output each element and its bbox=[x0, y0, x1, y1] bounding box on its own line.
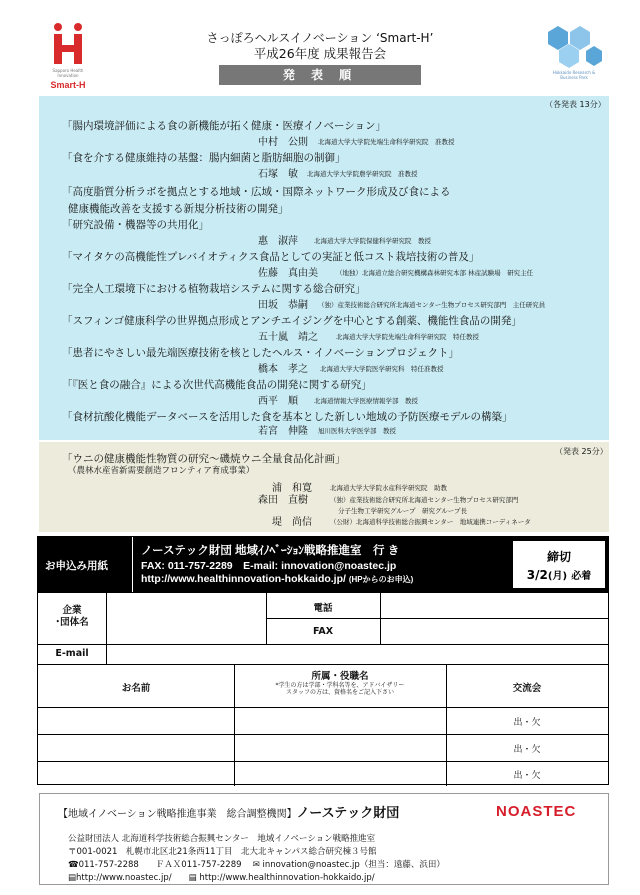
speaker-affiliation: 北海道大学大学院農学研究院 准教授 bbox=[307, 170, 418, 178]
presentation-title: 「患者にやさしい最先端医療技術を核としたヘルス・イノベーションプロジェクト」 bbox=[62, 347, 460, 359]
speaker-affiliation-cont: 分子生物工学研究グループ 研究グループ長 bbox=[338, 507, 467, 515]
presentation-title: 「食を介する健康維持の基盤：腸内細菌と脂肪細胞の制御」 bbox=[62, 152, 346, 164]
speaker-name: 五十嵐 靖之 bbox=[258, 332, 318, 343]
speaker-affiliation: 旭川医科大学医学部 教授 bbox=[318, 427, 396, 435]
speaker-affiliation: （地独）北海道立総合研究機構森林研究本部 林産試験場 研究主任 bbox=[336, 269, 534, 277]
speaker-affiliation: 北海道大学大学院水産科学研究院 助教 bbox=[330, 484, 447, 492]
noastec-logo: NOASTEC bbox=[496, 803, 577, 820]
presentation-title: 「スフィンゴ健康科学の世界拠点形成とアンチエイジングを中心とする創薬、機能性食品の開発」 bbox=[62, 315, 522, 327]
deadline-box bbox=[513, 541, 605, 588]
position-note-line1: *学生の方は学部・学科名等を、アドバイザリー bbox=[275, 682, 405, 689]
speaker-name: 佐藤 真由美 bbox=[258, 268, 318, 279]
footer-org-line: 公益財団法人 北海道科学技術総合振興センター 地域イノベーション戦略推進室 bbox=[68, 834, 376, 844]
speaker-name: 西平 順 bbox=[258, 396, 298, 407]
form-contact: FAX: 011-757-2289 E-mail: innovation@noastec.jp bbox=[141, 560, 397, 572]
presentation-title: 「食材抗酸化機能データベースを活用した食を基本とした新しい地域の予防医療モデルの構築」 bbox=[62, 411, 513, 423]
footer-urls: ▤http://www.noastec.jp/ ▤ http://www.healthinnovation-hokkaido.jp/ bbox=[68, 873, 375, 883]
form-recipient: ノーステック財団 地域ｲﾉﾍﾞｰｼｮﾝ戦略推進室 行 き bbox=[141, 545, 400, 557]
logo-right-sub: Hokkaido Research & Business Park bbox=[552, 70, 596, 80]
email-label: E-mail bbox=[55, 648, 89, 659]
hexagon-logo-icon bbox=[544, 24, 604, 70]
logo-left-sub: Sapporo Health Innovation bbox=[52, 68, 84, 78]
speaker-affiliation: 北海道大学大学院先端生命科学研究院 特任教授 bbox=[336, 333, 479, 341]
position-column-header: 所属・役職名 bbox=[311, 671, 369, 682]
speaker-name: 田坂 恭嗣 bbox=[258, 300, 308, 311]
header-title-line2: 平成26年度 成果報告会 bbox=[253, 46, 387, 61]
speaker-affiliation: 北海道大学大学院保健科学研究院 教授 bbox=[314, 237, 431, 245]
attendance-option[interactable]: 出・欠 bbox=[513, 718, 541, 728]
presentation-title-sub: 「研究設備・機器等の共用化」 bbox=[62, 219, 209, 231]
deadline-date: 3/2(月) 必着 bbox=[526, 568, 592, 582]
speaker-affiliation: （公財）北海道科学技術総合振興センター 地域連携コーディネータ bbox=[330, 518, 531, 526]
project-subtitle: （農林水産省新需要創造フロンティア育成事業） bbox=[68, 466, 255, 476]
speaker-name: 橋本 孝之 bbox=[258, 364, 308, 375]
presentation-title: 「ウニの健康機能性物質の研究〜磯焼ウニ全量食品化計画」 bbox=[62, 453, 346, 465]
speaker-affiliation: 北海道大学大学院先端生命科学研究院 准教授 bbox=[318, 138, 455, 146]
fax-label: FAX bbox=[312, 626, 334, 637]
presentation-title: 「『医と食の融合』による次世代高機能食品の開発に関する研究」 bbox=[62, 379, 372, 391]
application-form bbox=[37, 536, 609, 785]
smart-h-mark-icon bbox=[50, 22, 86, 66]
smart-h-logo bbox=[40, 22, 96, 92]
speaker-name: 森田 直樹 bbox=[258, 495, 308, 506]
speaker-name: 若宮 伸隆 bbox=[258, 426, 308, 437]
organizer-footer bbox=[39, 793, 609, 885]
presentation-title: 「腸内環境評価による食の新機能が拓く健康・医療イノベーション」 bbox=[62, 120, 387, 132]
attendance-option[interactable]: 出・欠 bbox=[513, 745, 541, 755]
exchange-column-header: 交流会 bbox=[512, 683, 542, 694]
footer-address: 〒001-0021 札幌市北区北21条西11丁目 北大北キャンパス総合研究棟３号館 bbox=[68, 847, 377, 857]
speaker-affiliation: 北海道大学大学院医学研究科 特任准教授 bbox=[320, 365, 444, 373]
phone-label: 電話 bbox=[313, 603, 333, 614]
speaker-name: 浦 和寛 bbox=[272, 483, 312, 494]
header-title-line1: さっぽろヘルスイノベーション ‘Smart-H’ bbox=[206, 31, 434, 45]
organizer-heading: 【地域イノベーション戦略推進事業 総合調整機関】ノーステック財団 bbox=[58, 806, 400, 821]
presentation-title-cont: 健康機能改善を支援する新規分析技術の開発」 bbox=[68, 203, 289, 215]
presentation-title: 「完全人工環境下における植物栽培システムに関する総合研究」 bbox=[62, 283, 366, 295]
speaker-affiliation: （独）産業技術総合研究所北海道センター生物プロセス研究部門 主任研究員 bbox=[318, 301, 546, 309]
presentation-order-banner: 発 表 順 bbox=[219, 65, 421, 85]
logo-left-text: Smart-H bbox=[50, 80, 86, 90]
duration-note: （各発表 13分） bbox=[545, 100, 606, 109]
duration-note: （発表 25分） bbox=[555, 447, 608, 456]
header bbox=[0, 0, 640, 96]
position-note-line2: スタッフの方は、資格名をご記入下さい bbox=[285, 689, 394, 696]
presentation-title: 「高度脂質分析ラボを拠点とする地域・広域・国際ネットワーク形成及び食による bbox=[62, 186, 451, 198]
deadline-label: 締切 bbox=[546, 550, 571, 564]
attendance-option[interactable]: 出・欠 bbox=[513, 771, 541, 781]
speaker-affiliation: （独）産業技術総合研究所北海道センター生物プロセス研究部門 bbox=[330, 496, 519, 504]
research-park-logo bbox=[544, 24, 604, 92]
speaker-name: 中村 公則 bbox=[258, 137, 308, 148]
speaker-name: 石塚 敏 bbox=[258, 169, 298, 180]
presentation-title: 「マイタケの高機能性プレバイオティクス食品としての実証と低コスト栽培技術の普及」 bbox=[62, 251, 480, 263]
form-website: http://www.healthinnovation-hokkaido.jp/ (HPからのお申込) bbox=[141, 573, 414, 585]
speaker-affiliation: 北海道情報大学医療情報学部 教授 bbox=[314, 397, 418, 405]
name-column-header: お名前 bbox=[121, 683, 151, 694]
form-header bbox=[38, 537, 608, 592]
speaker-name: 堤 尚信 bbox=[272, 517, 312, 528]
form-label: お申込み用紙 bbox=[45, 560, 108, 572]
footer-contact: ☎011-757-2288 ＦＡＸ011-757-2289 ✉ innovation@noastec.jp（担当：遠藤、浜田） bbox=[68, 860, 445, 870]
speaker-name: 惠 淑萍 bbox=[258, 236, 298, 247]
company-label: 企業 ･団体名 bbox=[55, 605, 89, 628]
